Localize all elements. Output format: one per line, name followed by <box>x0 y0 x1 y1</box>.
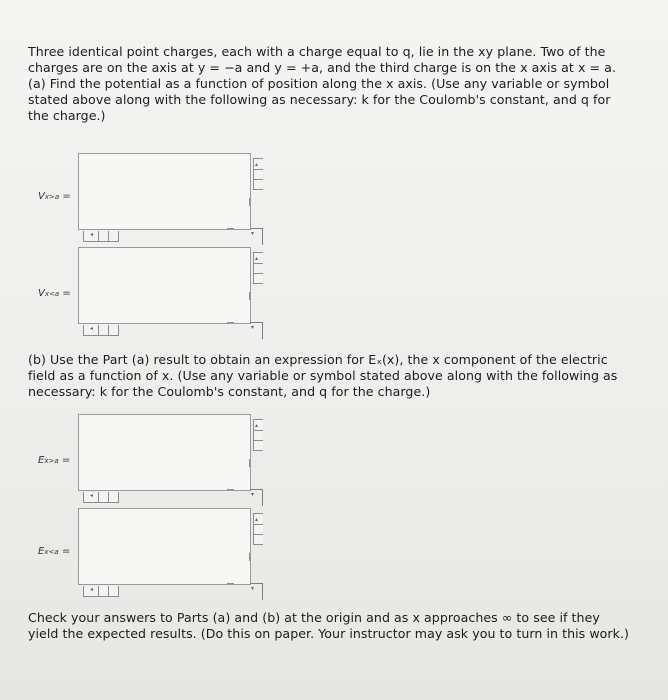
v-greater-answer-box[interactable] <box>78 153 259 238</box>
v-greater-label: Vx>a = <box>38 191 71 202</box>
check-text: Check your answers to Parts (a) and (b) at the origin and as x approaches ∞ to see if they yield the expected results. (Do this on paper. Your instructor may ask you to turn in this work.) <box>28 610 630 641</box>
horizontal-scrollbar[interactable]: ◂ <box>83 325 119 336</box>
check-block <box>28 610 634 642</box>
scroll-corner[interactable]: ▾ <box>250 489 263 506</box>
intro-text: Three identical point charges, each with a charge equal to q, lie in the xy plane. Two of the charges are on the axis at y = −a and y = +a, and the third charge is on the x axis at x = a. <box>28 44 616 75</box>
v-less-label: Vx<a = <box>38 288 71 299</box>
horizontal-scrollbar[interactable]: ◂ <box>83 586 119 597</box>
horizontal-scrollbar[interactable]: ◂ <box>83 231 119 242</box>
vertical-scrollbar[interactable]: ▴ <box>253 513 263 545</box>
scroll-corner[interactable]: ▾ <box>250 228 263 245</box>
vertical-scrollbar[interactable]: ▴ <box>253 252 263 284</box>
e-less-label: Ex<a = <box>38 546 71 557</box>
vertical-scrollbar[interactable]: ▴ <box>253 158 263 190</box>
vertical-scrollbar[interactable]: ▴ <box>253 419 263 451</box>
part-b-block <box>28 352 634 400</box>
v-less-answer-box[interactable] <box>78 247 259 332</box>
e-greater-answer-box[interactable] <box>78 414 259 499</box>
scroll-corner[interactable]: ▾ <box>250 322 263 339</box>
part-b-text: (b) Use the Part (a) result to obtain an expression for Eₓ(x), the x component of the electric field as a function of x. (Use any variable or symbol stated above along with the following as necessary: k for the Coulomb's constant, and q for the charge.) <box>28 352 618 399</box>
horizontal-scrollbar[interactable]: ◂ <box>83 492 119 503</box>
problem-intro <box>28 44 634 124</box>
e-less-answer-box[interactable] <box>78 508 259 593</box>
part-a-text: (a) Find the potential as a function of position along the x axis. (Use any variable or symbol stated above along with the following as necessary: k for the Coulomb's constant, and q for the charge.) <box>28 76 611 123</box>
scroll-corner[interactable]: ▾ <box>250 583 263 600</box>
e-greater-label: Ex>a = <box>38 455 71 466</box>
